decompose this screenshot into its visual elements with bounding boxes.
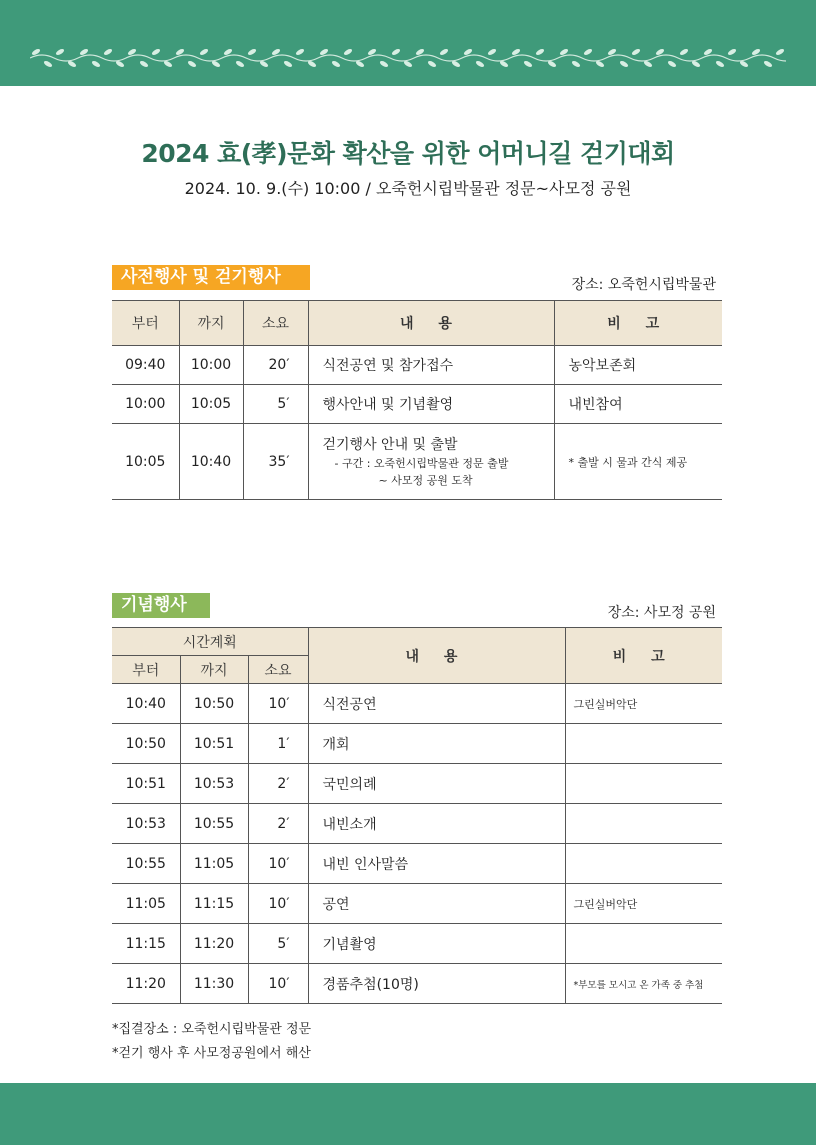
cell-duration: 10′	[248, 684, 308, 724]
cell-to: 11:30	[180, 964, 248, 1004]
table-row	[112, 884, 722, 924]
column-header-time-plan: 시간계획	[112, 628, 308, 656]
table-row	[112, 964, 722, 1004]
cell-content	[308, 424, 554, 500]
cell-content: 개회	[308, 724, 565, 764]
cell-note	[565, 844, 722, 884]
cell-content: 식전공연 및 참가접수	[308, 346, 554, 385]
column-header-to: 까지	[179, 301, 243, 346]
cell-from: 09:40	[112, 346, 179, 385]
column-header-note: 비 고	[565, 628, 722, 684]
cell-from: 11:20	[112, 964, 180, 1004]
cell-from: 11:15	[112, 924, 180, 964]
leaf-vine-icon	[30, 40, 786, 76]
cell-to: 11:15	[180, 884, 248, 924]
note-gathering-place: *집결장소 : 오죽헌시립박물관 정문	[112, 1022, 312, 1037]
cell-from: 10:50	[112, 724, 180, 764]
cell-to: 10:51	[180, 724, 248, 764]
cell-content: 기념촬영	[308, 924, 565, 964]
cell-note	[565, 724, 722, 764]
table-row	[112, 424, 722, 500]
cell-duration: 10′	[248, 884, 308, 924]
cell-note: *부모를 모시고 온 가족 중 추첨	[565, 964, 722, 1004]
section-place-pre-event: 장소: 오죽헌시립박물관	[571, 277, 716, 293]
cell-to: 11:05	[180, 844, 248, 884]
footer-notes	[112, 1018, 311, 1066]
cell-note: 내빈참여	[554, 385, 722, 424]
content-detail-arrival: ~ 사모정 공원 도착	[378, 473, 473, 487]
cell-note: 그린실버악단	[565, 884, 722, 924]
cell-from: 10:05	[112, 424, 179, 500]
cell-note: * 출발 시 물과 간식 제공	[554, 424, 722, 500]
cell-duration: 2′	[248, 804, 308, 844]
column-header-from: 부터	[112, 656, 180, 684]
ceremony-schedule-table	[112, 627, 722, 1004]
cell-duration: 2′	[248, 764, 308, 804]
table-row	[112, 346, 722, 385]
table-row	[112, 385, 722, 424]
column-header-content: 내 용	[308, 301, 554, 346]
cell-to: 10:40	[179, 424, 243, 500]
cell-from: 10:51	[112, 764, 180, 804]
cell-duration: 20′	[243, 346, 308, 385]
column-header-duration: 소요	[243, 301, 308, 346]
table-row	[112, 684, 722, 724]
cell-to: 10:05	[179, 385, 243, 424]
cell-to: 10:55	[180, 804, 248, 844]
top-banner	[0, 0, 816, 86]
cell-duration: 35′	[243, 424, 308, 500]
cell-duration: 5′	[248, 924, 308, 964]
cell-content: 내빈 인사말씀	[308, 844, 565, 884]
cell-to: 10:50	[180, 684, 248, 724]
cell-from: 10:53	[112, 804, 180, 844]
column-header-note: 비 고	[554, 301, 722, 346]
cell-to: 10:53	[180, 764, 248, 804]
cell-content: 식전공연	[308, 684, 565, 724]
page-title: 2024 효(孝)문화 확산을 위한 어머니길 걷기대회	[141, 139, 675, 168]
cell-from: 10:40	[112, 684, 180, 724]
table-row	[112, 844, 722, 884]
cell-note	[565, 804, 722, 844]
cell-content: 행사안내 및 기념촬영	[308, 385, 554, 424]
cell-content: 내빈소개	[308, 804, 565, 844]
note-dismissal: *걷기 행사 후 사모정공원에서 해산	[112, 1046, 311, 1061]
cell-to: 10:00	[179, 346, 243, 385]
table-row	[112, 804, 722, 844]
cell-to: 11:20	[180, 924, 248, 964]
table-row	[112, 724, 722, 764]
cell-note: 농악보존회	[554, 346, 722, 385]
pre-event-schedule-table	[112, 300, 722, 500]
cell-duration: 1′	[248, 724, 308, 764]
cell-note	[565, 924, 722, 964]
cell-note: 그린실버악단	[565, 684, 722, 724]
cell-from: 10:00	[112, 385, 179, 424]
cell-content: 국민의례	[308, 764, 565, 804]
table-row	[112, 924, 722, 964]
bottom-banner	[0, 1083, 816, 1145]
cell-duration: 5′	[243, 385, 308, 424]
page-subtitle: 2024. 10. 9.(수) 10:00 / 오죽헌시립박물관 정문~사모정 공원	[184, 179, 632, 198]
cell-content: 경품추첨(10명)	[308, 964, 565, 1004]
section-label-pre-event: 사전행사 및 걷기행사	[112, 265, 310, 290]
cell-duration: 10′	[248, 964, 308, 1004]
cell-from: 10:55	[112, 844, 180, 884]
cell-note	[565, 764, 722, 804]
cell-from: 11:05	[112, 884, 180, 924]
content-detail-route: - 구간 : 오죽헌시립박물관 정문 출발	[334, 456, 509, 470]
section-place-ceremony: 장소: 사모정 공원	[607, 605, 716, 621]
column-header-duration: 소요	[248, 656, 308, 684]
section-label-ceremony: 기념행사	[112, 593, 210, 618]
cell-duration: 10′	[248, 844, 308, 884]
column-header-to: 까지	[180, 656, 248, 684]
content-main: 걷기행사 안내 및 출발	[322, 436, 458, 453]
cell-content: 공연	[308, 884, 565, 924]
column-header-content: 내 용	[308, 628, 565, 684]
column-header-from: 부터	[112, 301, 179, 346]
table-row	[112, 764, 722, 804]
